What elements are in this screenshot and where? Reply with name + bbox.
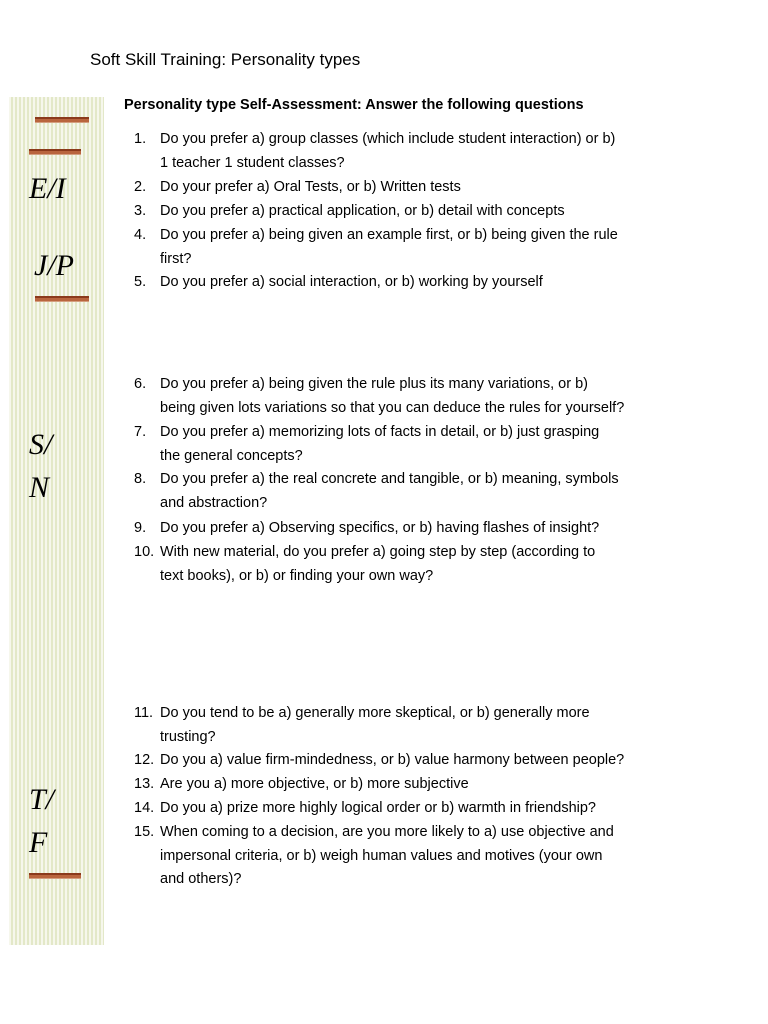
question-text: [160, 421, 599, 468]
question-text: [160, 200, 565, 224]
assessment-heading: Personality type Self-Assessment: Answer the following questions: [124, 97, 584, 113]
question-text-line: and abstraction?: [160, 494, 268, 511]
personality-sidebar: [9, 97, 104, 945]
question-text-line: Do you prefer a) memorizing lots of facts in detail, or b) just grasping: [160, 424, 600, 440]
question-number: 2.: [134, 179, 147, 195]
question-text-line: the general concepts?: [160, 447, 303, 464]
question-text-line: Do you a) prize more highly logical order or b) warmth in friendship?: [160, 800, 596, 816]
question-text-line: Are you a) more objective, or b) more subjective: [160, 776, 469, 792]
question-text-line: impersonal criteria, or b) weigh human values and motives (your own: [160, 847, 603, 864]
question-number: 4.: [134, 227, 147, 243]
question-number: 11.: [134, 705, 154, 721]
question-number: 1.: [134, 131, 147, 147]
question-item: [134, 271, 543, 295]
decorative-bar: [29, 149, 81, 155]
question-text: [160, 271, 543, 295]
question-item: [134, 176, 461, 200]
question-item: [134, 702, 590, 749]
question-item: [134, 468, 619, 515]
question-item: [134, 128, 615, 175]
question-text-line: and others)?: [160, 871, 242, 887]
question-text-line: 1 teacher 1 student classes?: [160, 154, 345, 171]
question-text-line: text books), or b) or finding your own way?: [160, 567, 434, 584]
question-number: 12.: [134, 752, 155, 768]
question-item: [134, 224, 618, 271]
question-text: [160, 176, 461, 200]
question-text: [160, 702, 590, 749]
question-text-line: Do you prefer a) being given the rule plus its many variations, or b): [160, 376, 588, 392]
question-text: [160, 224, 618, 271]
question-text: [160, 797, 596, 821]
question-number: 10.: [134, 544, 155, 560]
question-text-line: Do you prefer a) being given an example first, or b) being given the rule: [160, 227, 618, 243]
question-text: [160, 468, 619, 515]
question-text-line: Do you prefer a) social interaction, or b) working by yourself: [160, 274, 543, 290]
question-item: [134, 541, 595, 588]
question-item: [134, 421, 599, 468]
question-item: [134, 773, 469, 797]
document-title: Soft Skill Training: Personality types: [90, 50, 361, 69]
decorative-bar: [35, 117, 89, 123]
question-item: [134, 200, 565, 224]
question-number: 9.: [134, 520, 147, 536]
question-number: 8.: [134, 471, 147, 487]
question-text-line: being given lots variations so that you can deduce the rules for yourself?: [160, 399, 625, 416]
question-text: [160, 749, 624, 773]
decorative-bar: [35, 296, 89, 302]
type-label-j-p: J/P: [34, 249, 74, 282]
question-text-line: Do you prefer a) group classes (which include student interaction) or b): [160, 131, 616, 147]
question-text: [160, 373, 624, 420]
question-number: 13.: [134, 776, 155, 792]
question-item: [134, 821, 614, 892]
question-number: 5.: [134, 274, 147, 290]
question-number: 7.: [134, 424, 147, 440]
question-item: [134, 373, 624, 420]
question-text-line: Do your prefer a) Oral Tests, or b) Written tests: [160, 179, 461, 195]
question-item: [134, 749, 624, 773]
question-text: [160, 517, 599, 541]
question-item: [134, 517, 599, 541]
decorative-bar: [29, 873, 81, 879]
type-label-f: F: [29, 826, 48, 859]
question-text-line: When coming to a decision, are you more likely to a) use objective and: [160, 824, 614, 840]
question-text: [160, 821, 614, 892]
question-number: 6.: [134, 376, 147, 392]
question-text-line: With new material, do you prefer a) going step by step (according to: [160, 544, 596, 560]
question-text-line: first?: [160, 250, 192, 267]
question-text-line: Do you prefer a) Observing specifics, or b) having flashes of insight?: [160, 520, 600, 536]
question-text-line: Do you tend to be a) generally more skeptical, or b) generally more: [160, 705, 590, 721]
type-label-n: N: [29, 471, 50, 504]
question-number: 14.: [134, 800, 155, 816]
question-text-line: trusting?: [160, 728, 216, 745]
question-text-line: Do you prefer a) the real concrete and tangible, or b) meaning, symbols: [160, 471, 619, 487]
type-label-s: S/: [29, 428, 53, 461]
question-number: 3.: [134, 203, 147, 219]
type-label-e-i: E/I: [29, 172, 66, 205]
question-text-line: Do you a) value firm-mindedness, or b) value harmony between people?: [160, 752, 625, 768]
question-number: 15.: [134, 824, 155, 840]
question-text: [160, 773, 469, 797]
question-text-line: Do you prefer a) practical application, or b) detail with concepts: [160, 203, 565, 219]
question-text: [160, 128, 615, 175]
question-item: [134, 797, 596, 821]
type-label-t: T/: [29, 783, 55, 816]
question-text: [160, 541, 595, 588]
